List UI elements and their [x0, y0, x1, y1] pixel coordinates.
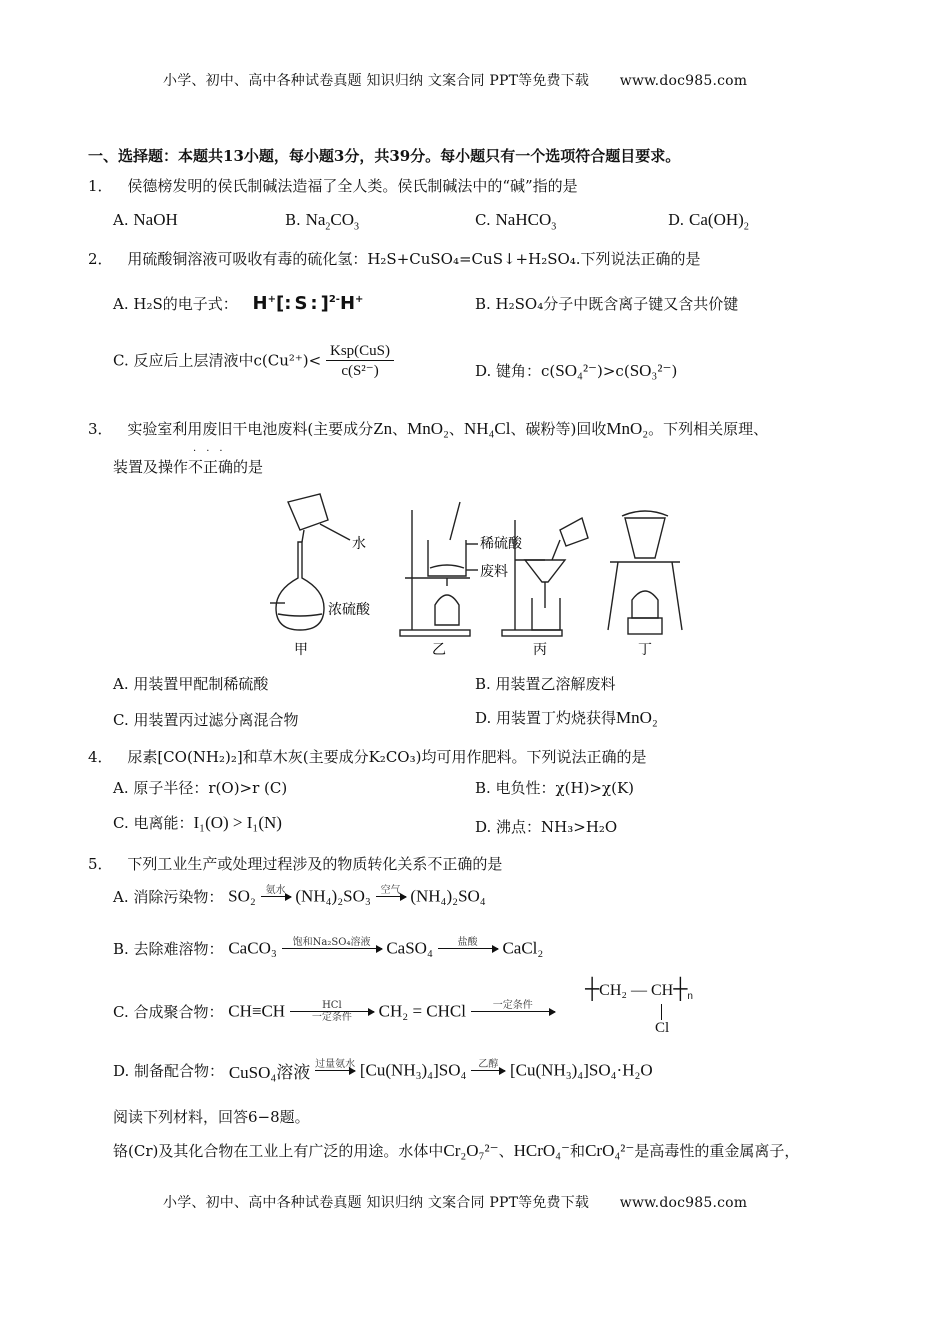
page-footer	[163, 1192, 747, 1212]
fraction-denominator: c(S²⁻)	[341, 363, 379, 379]
q1-option-b	[285, 210, 359, 232]
q4-option-a: A. 原子半径：r(O)>r (C)	[113, 779, 288, 797]
label-yi: 乙	[432, 642, 446, 658]
q5-option-b: B. 去除难溶物： CaCO₃ 饱和Na₂SO₄溶液 CaSO₄ 盐酸 CaCl₂	[113, 937, 544, 958]
emphasis-not-correct: 不正确 ···	[188, 446, 234, 476]
label-waste: 废料	[480, 564, 508, 580]
q5-option-c: C. 合成聚合物： CH≡CH HCl 一定条件 CH₂ = CHCl 一定条件	[113, 1000, 555, 1023]
question-3: 3． 实验室利用废旧干电池废料(主要成分Zn、MnO₂、NH₄Cl、碳粉等)回收MnO₂。下列相关原理、	[88, 419, 769, 438]
arrow-ammonia: 氨水	[261, 885, 291, 908]
q2-number: 2．	[88, 250, 113, 268]
q1-option-d	[668, 210, 749, 232]
chlorine-substituent: Cl	[655, 1020, 670, 1036]
apparatus-yi	[400, 502, 478, 636]
ion-sulfite: SO₃²⁻	[629, 361, 672, 380]
apparatus-figure	[270, 490, 690, 660]
q1-option-c	[475, 210, 556, 232]
arrow-hcl: 盐酸	[438, 937, 498, 960]
question-1	[88, 175, 578, 196]
fraction-numerator: Ksp(CuS)	[326, 343, 394, 361]
label-dilute-acid: 稀硫酸	[480, 536, 522, 552]
polymer-pvc: ┼CH₂ — $CH┼_n$ Cl	[585, 978, 693, 1036]
label-ding: 丁	[638, 642, 652, 658]
electron-formula-h2s: H+[:S:]$^{2-}$H+	[252, 293, 364, 314]
label-jia: 甲	[294, 642, 308, 658]
ion-hydrogen-chromate: HCrO₄⁻	[513, 1141, 571, 1160]
q5-number: 5．	[88, 855, 113, 873]
question-2	[88, 248, 701, 269]
formula-mno2-option: MnO₂	[616, 708, 658, 727]
footer-text: 小学、初中、高中各种试卷真题 知识归纳 文案合同 PPT等免费下载	[163, 1195, 590, 1211]
q4-option-d: D. 沸点：NH₃>H₂O	[475, 818, 618, 836]
q3-option-b: B. 用装置乙溶解废料	[475, 675, 616, 693]
formula-mno2-product: MnO₂	[606, 419, 649, 438]
option-a-label: A.	[113, 211, 129, 229]
q5-option-a: A. 消除污染物： SO₂ 氨水 (NH₄)₂SO₃ 空气 (NH₄)₂SO₄	[113, 885, 486, 906]
q4-option-b: B. 电负性：χ(H)>χ(K)	[475, 779, 635, 797]
option-c-label: C.	[475, 211, 491, 229]
arrow-hcl-condition: HCl 一定条件	[290, 1000, 374, 1023]
header-site: www.doc985.com	[619, 73, 748, 89]
formula-na2co3: $Na_2CO_3$	[305, 210, 360, 233]
q4-option-c: C. 电离能：I₁(O) > I₁(N)	[113, 813, 282, 832]
ionization-energy-formula: I₁(O) > I₁(N)	[193, 813, 282, 832]
question-5	[88, 853, 502, 874]
q3-line2: 装置及操作不正确 ··· 的是	[113, 446, 264, 476]
q3-option-d: D. 用装置丁灼烧获得MnO₂	[475, 708, 658, 727]
option-a-text: A. H₂S的电子式：	[113, 295, 238, 313]
q2-option-b: B. H₂SO₄分子中既含离子键又含共价键	[475, 295, 739, 313]
reading-material: 铬(Cr)及其化合物在工业上有广泛的用途。水体中Cr₂O₇²⁻、HCrO₄⁻和CrO₄²⁻是高毒性的重金属离子，	[113, 1141, 800, 1160]
q5-option-d: D. 制备配合物： CuSO₄溶液 过量氨水 [Cu(NH₃)₄]SO₄ 乙醇 [Cu(NH₃)₄]SO₄·H₂O	[113, 1059, 653, 1082]
header-text: 小学、初中、高中各种试卷真题 知识归纳 文案合同 PPT等免费下载	[163, 73, 590, 89]
q3-option-a: A. 用装置甲配制稀硫酸	[113, 675, 269, 693]
apparatus-ding	[608, 511, 682, 634]
q2-option-c	[113, 343, 394, 380]
arrow-ethanol: 乙醇	[471, 1059, 505, 1082]
question-4	[88, 746, 646, 767]
label-bing: 丙	[533, 642, 547, 658]
section-title: 一、选择题：本题共13小题，每小题3分，共39分。每小题只有一个选项符合题目要求。	[88, 147, 681, 165]
formula-nahco3: NaHCO$_3$	[495, 210, 557, 233]
q4-stem: 尿素[CO(NH₂)₂]和草木灰(主要成分K₂CO₃)均可用作肥料。下列说法正确的是	[127, 748, 647, 766]
option-d-label: D.	[668, 211, 685, 229]
formula-naoh: NaOH	[133, 210, 178, 229]
ion-chromate: CrO₄²⁻	[585, 1141, 635, 1160]
reading-instruction: 阅读下列材料，回答6−8题。	[113, 1108, 310, 1126]
option-c-text: C. 反应后上层清液中c(Cu²⁺)<	[113, 351, 322, 370]
formula-nh4cl: NH₄Cl	[463, 419, 511, 438]
arrow-condition: 一定条件	[471, 1000, 555, 1023]
formula-caoh2: $Ca(OH)_2$	[689, 210, 749, 233]
q4-number: 4．	[88, 748, 113, 766]
q3-number: 3．	[88, 420, 113, 438]
q2-stem: 用硫酸铜溶液可吸收有毒的硫化氢：H₂S+CuSO₄=CuS↓+H₂SO₄.下列说法正确的是	[127, 250, 701, 268]
q5-stem: 下列工业生产或处理过程涉及的物质转化关系不正确的是	[127, 855, 503, 873]
q1-option-a	[113, 210, 178, 230]
ion-sulfate: SO₄²⁻	[555, 361, 598, 380]
option-b-label: B.	[285, 211, 301, 229]
arrow-excess-ammonia: 过量氨水	[315, 1059, 356, 1070]
label-conc-acid: 浓硫酸	[328, 602, 370, 618]
q1-number: 1．	[88, 177, 113, 195]
ion-dichromate: Cr₂O₇²⁻	[443, 1141, 499, 1160]
q3-option-c: C. 用装置丙过滤分离混合物	[113, 711, 299, 729]
label-water: 水	[352, 536, 366, 552]
q2-option-a	[113, 293, 363, 314]
formula-zn: Zn	[373, 419, 393, 438]
page-header	[163, 70, 747, 90]
ksp-fraction	[326, 343, 394, 380]
arrow-sat-na2so4: 饱和Na₂SO₄溶液	[282, 937, 382, 960]
footer-site: www.doc985.com	[619, 1195, 748, 1211]
q2-option-d: D. 键角：c(SO₄²⁻)>c(SO₃²⁻)	[475, 361, 678, 380]
arrow-air: 空气	[376, 885, 406, 908]
formula-mno2: MnO₂	[407, 419, 449, 438]
q1-stem: 侯德榜发明的侯氏制碱法造福了全人类。侯氏制碱法中的“碱”指的是	[127, 177, 578, 195]
